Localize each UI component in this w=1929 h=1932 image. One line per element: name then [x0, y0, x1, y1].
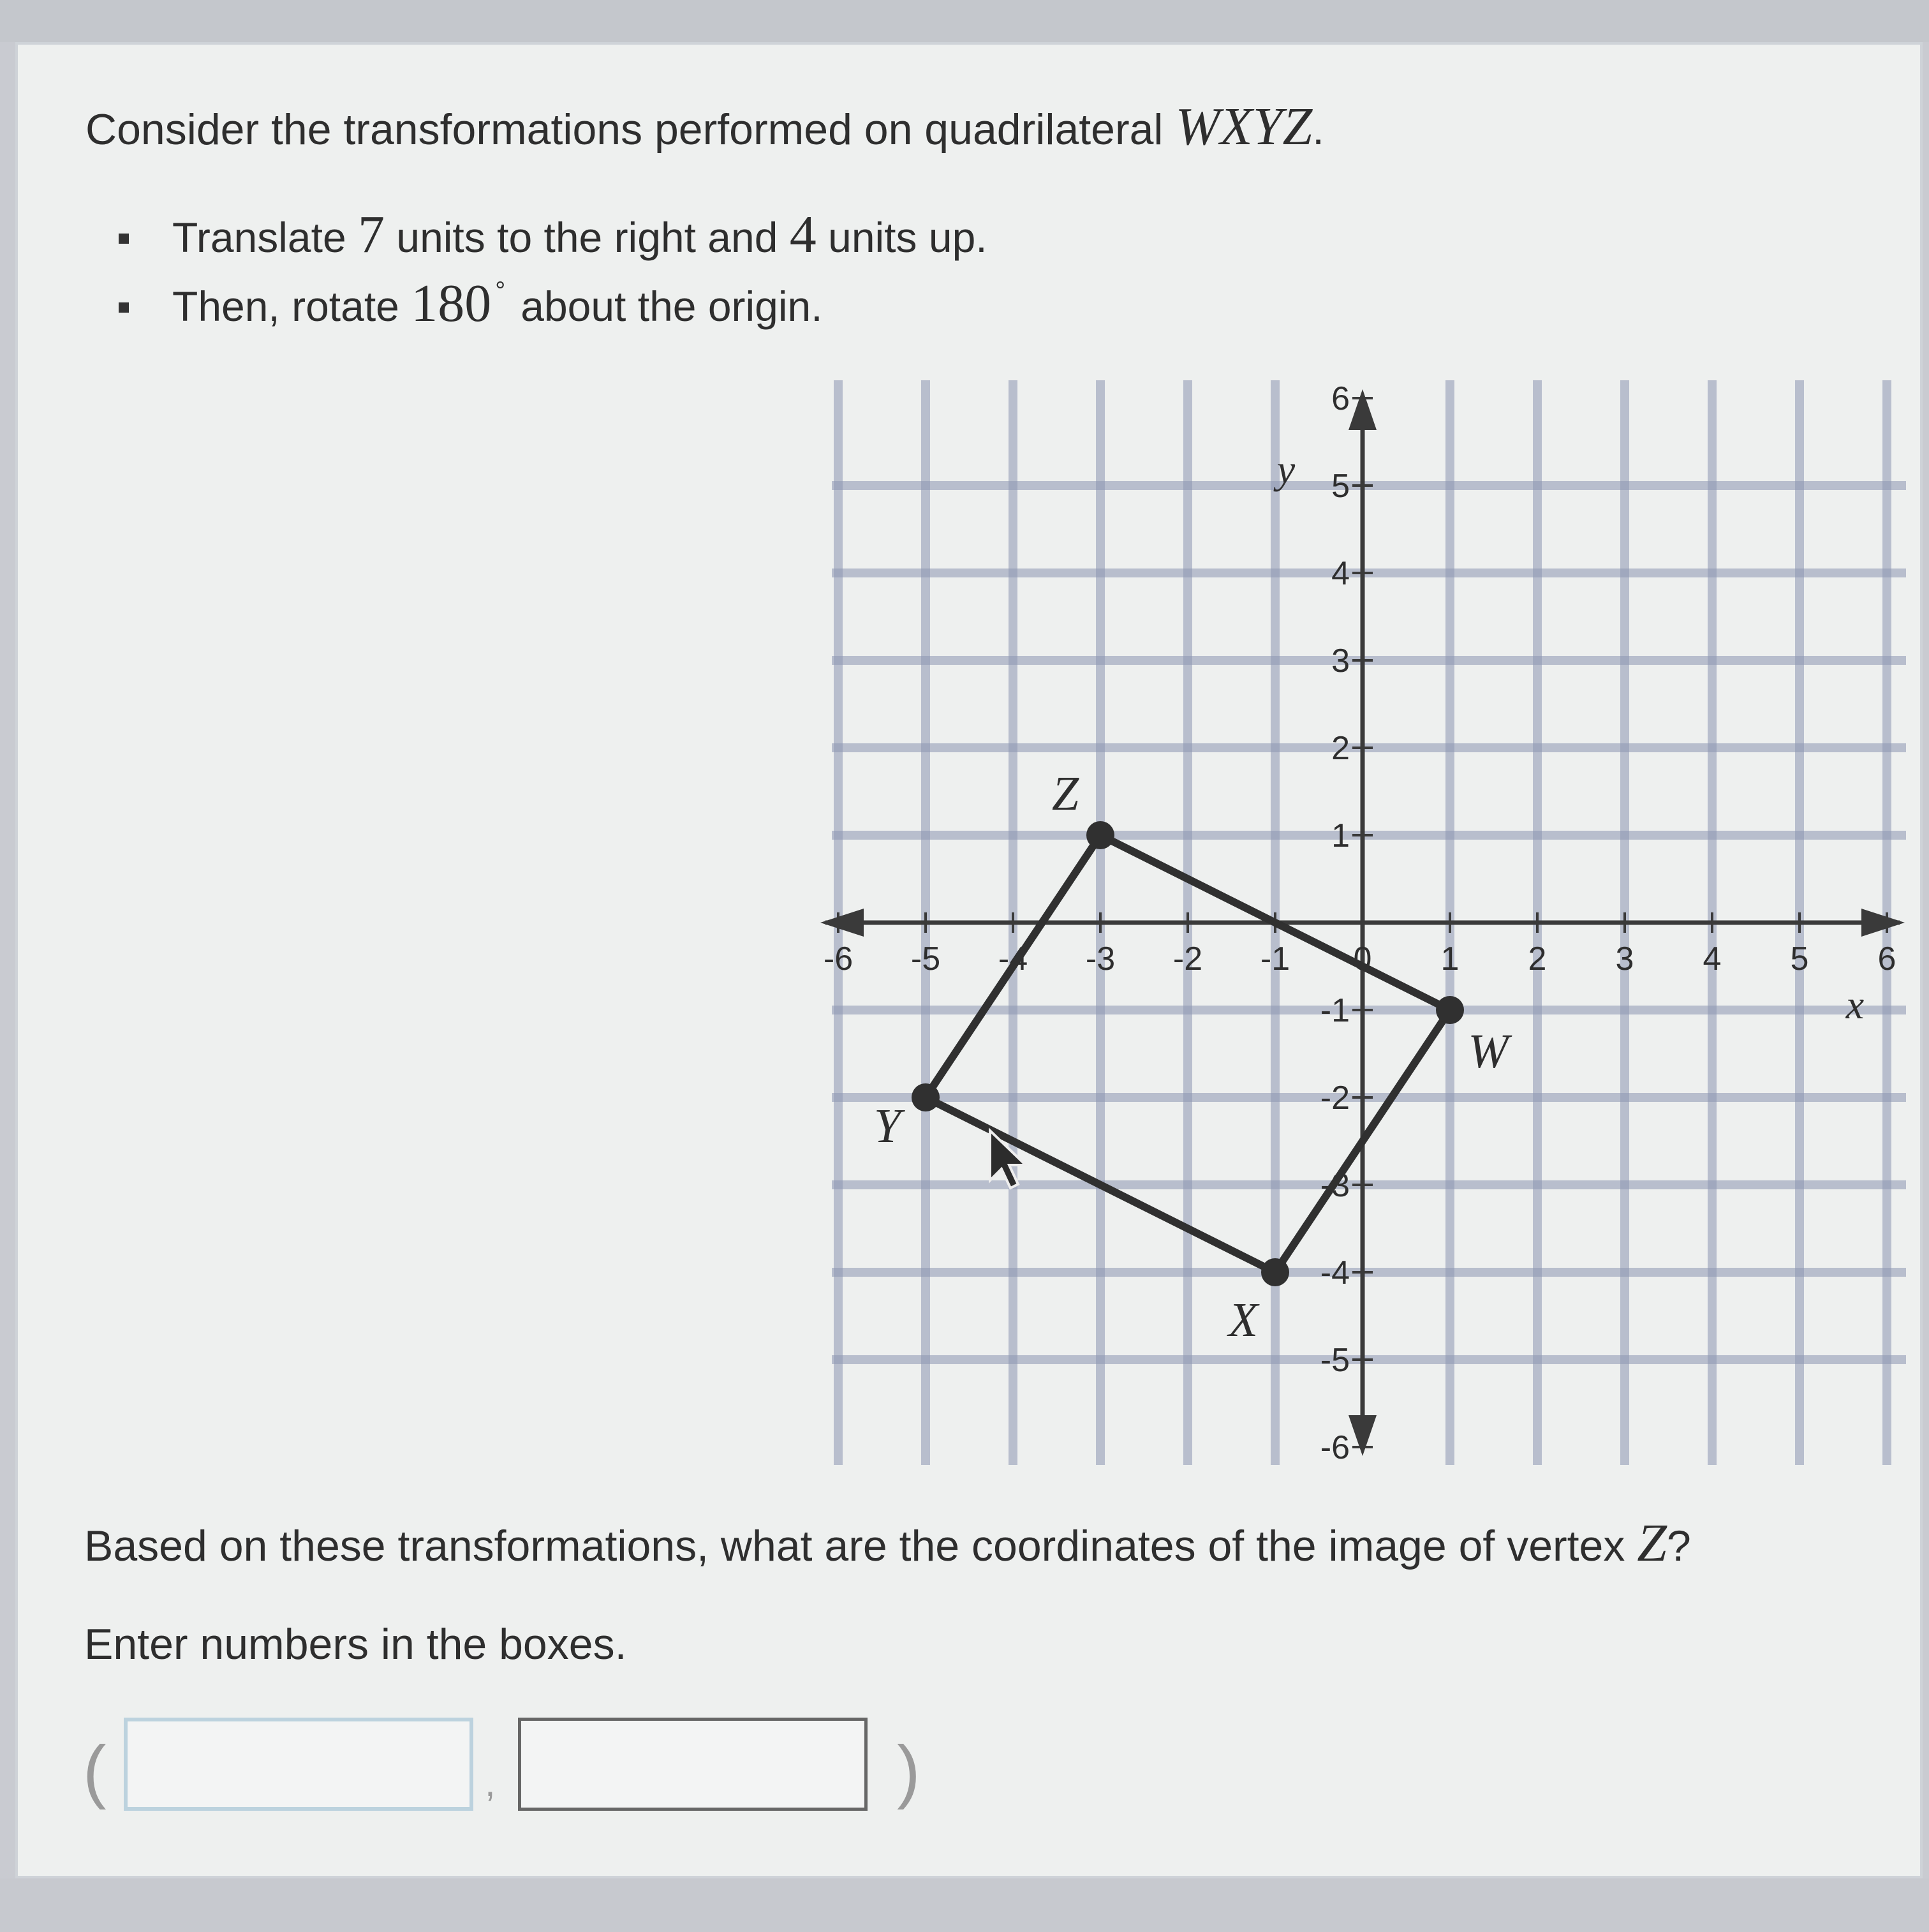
x-tick-label: 2 — [1528, 940, 1547, 977]
instruction-text: Enter numbers in the boxes. — [84, 1620, 627, 1668]
vertex-point — [1261, 1258, 1289, 1286]
x-tick-label: 5 — [1790, 940, 1809, 977]
x-tick-label: 0 — [1353, 940, 1372, 977]
x-tick-label: 6 — [1877, 940, 1896, 977]
step-1-after2: units up. — [828, 214, 987, 261]
x-tick-label: 3 — [1615, 940, 1634, 977]
coordinate-graph — [823, 380, 1907, 1468]
y-coordinate-input[interactable] — [521, 1721, 864, 1808]
open-paren: ( — [83, 1732, 107, 1810]
question-body: Based on these transformations, what are the coordinates of the image of vertex — [84, 1522, 1625, 1570]
x-coordinate-box[interactable] — [124, 1718, 473, 1811]
bottom-band — [0, 1878, 1929, 1932]
y-tick-label: 4 — [1331, 555, 1350, 592]
step-1-before: Translate — [172, 214, 346, 261]
question-vertex: Z — [1637, 1513, 1667, 1573]
y-tick-label: -3 — [1320, 1167, 1350, 1204]
y-axis-label: y — [1276, 447, 1296, 492]
y-tick-label: 1 — [1331, 817, 1350, 854]
x-tick-label: -5 — [910, 940, 941, 977]
x-tick-label: -2 — [1172, 940, 1203, 977]
y-tick-label: -1 — [1320, 992, 1350, 1029]
step-1-value2: 4 — [789, 205, 817, 264]
vertex-label: Z — [1051, 767, 1079, 821]
x-tick-label: 4 — [1703, 940, 1722, 977]
y-tick-label: -6 — [1320, 1429, 1350, 1466]
vertex-label: W — [1468, 1025, 1509, 1078]
degree-symbol: ° — [495, 277, 506, 305]
question-text — [84, 1512, 1691, 1574]
close-paren: ) — [897, 1732, 920, 1810]
step-2-before: Then, rotate — [172, 283, 399, 330]
step-1-value: 7 — [358, 205, 385, 264]
x-tick-label: -3 — [1085, 940, 1116, 977]
y-tick-label: 5 — [1331, 468, 1350, 505]
step-1-after: units to the right and — [396, 214, 778, 261]
y-coordinate-box[interactable] — [518, 1718, 868, 1811]
x-tick-label: -6 — [823, 940, 854, 977]
shape-name: WXYZ — [1175, 97, 1313, 156]
y-axis-up-arrow-icon — [1349, 389, 1377, 430]
x-coordinate-input[interactable] — [128, 1721, 469, 1807]
y-tick-label: 6 — [1331, 380, 1350, 417]
x-tick-label: -1 — [1260, 940, 1290, 977]
y-tick-label: -5 — [1320, 1342, 1350, 1379]
step-translate — [96, 203, 987, 272]
vertex-point — [1086, 821, 1114, 849]
vertex-point — [912, 1083, 940, 1111]
x-axis-label: x — [1845, 982, 1865, 1027]
top-band — [0, 0, 1929, 42]
vertex-point — [1436, 996, 1464, 1024]
vertex-label: X — [1228, 1293, 1259, 1347]
x-tick-label: 1 — [1440, 940, 1460, 977]
problem-intro-text: Consider the transformations performed on quadrilateral — [85, 105, 1164, 154]
y-axis-down-arrow-icon — [1349, 1415, 1377, 1456]
transformation-steps — [96, 203, 987, 341]
y-tick-label: -4 — [1320, 1254, 1350, 1291]
step-2-value: 180 — [411, 274, 492, 333]
step-rotate — [96, 272, 987, 341]
y-tick-label: -2 — [1320, 1080, 1350, 1117]
question-mark: ? — [1667, 1522, 1691, 1570]
comma-separator: , — [485, 1762, 496, 1804]
y-tick-label: 2 — [1331, 730, 1350, 767]
x-tick-label: -4 — [998, 940, 1028, 977]
step-2-after: about the origin. — [521, 283, 823, 330]
y-tick-label: 3 — [1331, 643, 1350, 680]
mouse-cursor-icon — [987, 1128, 1038, 1192]
vertex-label: Y — [873, 1099, 901, 1153]
problem-intro: Consider the transformations performed on quadrilateral WXYZ. — [85, 97, 1325, 156]
